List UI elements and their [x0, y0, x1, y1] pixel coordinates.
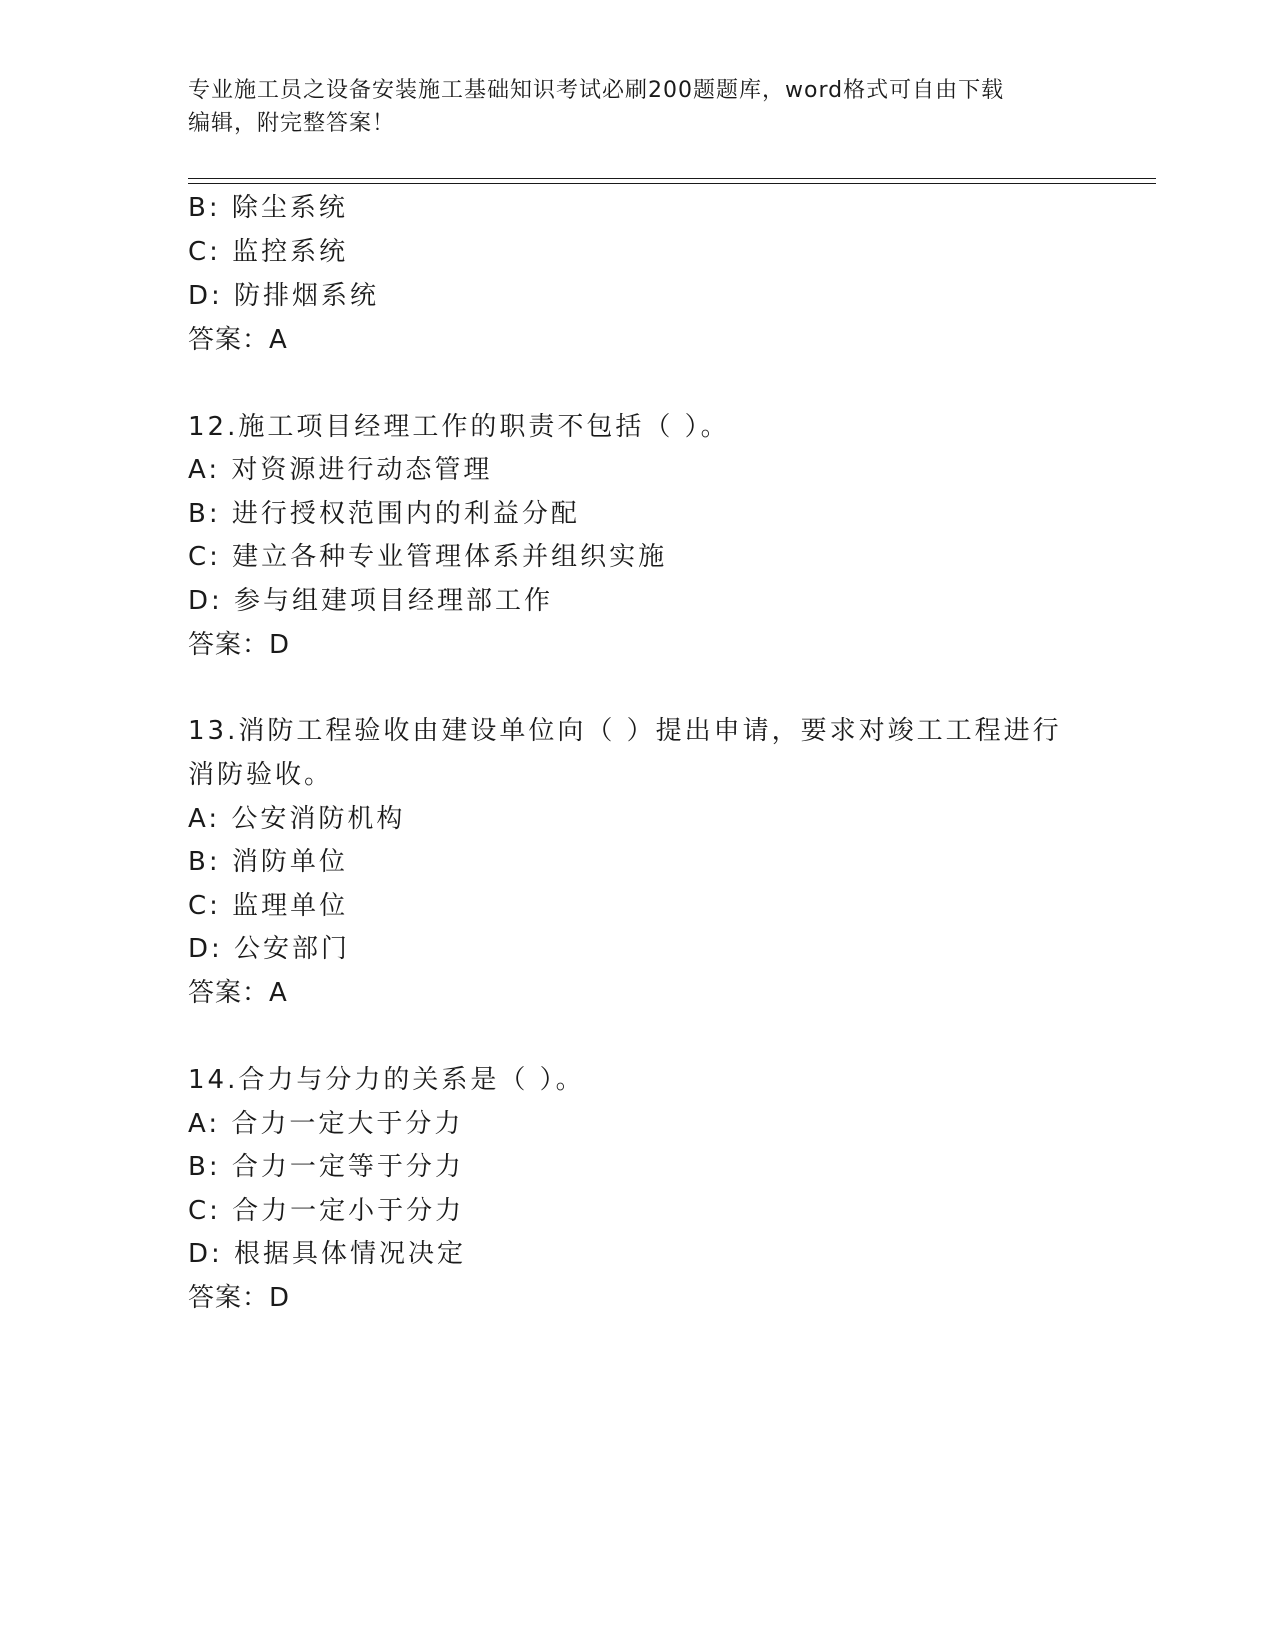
header-title-line-2: 编辑，附完整答案！ [188, 111, 396, 136]
q12-question: 12.施工项目经理工作的职责不包括（ ）。 [188, 412, 730, 442]
q11-option-c: C: 监控系统 [188, 237, 349, 267]
q11-option-b: B: 除尘系统 [188, 193, 348, 223]
q13-question-line-1: 13.消防工程验收由建设单位向（ ）提出申请，要求对竣工工程进行 [188, 716, 1062, 746]
q11-option-d: D: 防排烟系统 [188, 281, 380, 311]
q13-option-b: B: 消防单位 [188, 847, 348, 877]
q12-option-a: A: 对资源进行动态管理 [188, 455, 493, 485]
q12-option-b: B: 进行授权范围内的利益分配 [188, 499, 580, 529]
header-divider-bottom [188, 183, 1156, 184]
q14-option-d: D: 根据具体情况决定 [188, 1239, 467, 1269]
q13-question-line-2: 消防验收。 [188, 760, 334, 790]
q13-answer: 答案：A [188, 978, 288, 1008]
q11-answer: 答案：A [188, 325, 288, 355]
q14-question: 14.合力与分力的关系是（ ）。 [188, 1065, 585, 1095]
header-title-line-1: 专业施工员之设备安装施工基础知识考试必刷200题题库，word格式可自由下载 [188, 78, 1005, 103]
q12-answer: 答案：D [188, 630, 291, 660]
q14-option-c: C: 合力一定小于分力 [188, 1196, 465, 1226]
q14-answer: 答案：D [188, 1283, 291, 1313]
document-header [188, 74, 1068, 140]
q14-option-a: A: 合力一定大于分力 [188, 1109, 464, 1139]
q12-option-c: C: 建立各种专业管理体系并组织实施 [188, 542, 668, 572]
q13-option-a: A: 公安消防机构 [188, 804, 406, 834]
q13-option-c: C: 监理单位 [188, 891, 349, 921]
q14-option-b: B: 合力一定等于分力 [188, 1152, 464, 1182]
header-divider-top [188, 178, 1156, 179]
q13-option-d: D: 公安部门 [188, 934, 351, 964]
q12-option-d: D: 参与组建项目经理部工作 [188, 586, 554, 616]
